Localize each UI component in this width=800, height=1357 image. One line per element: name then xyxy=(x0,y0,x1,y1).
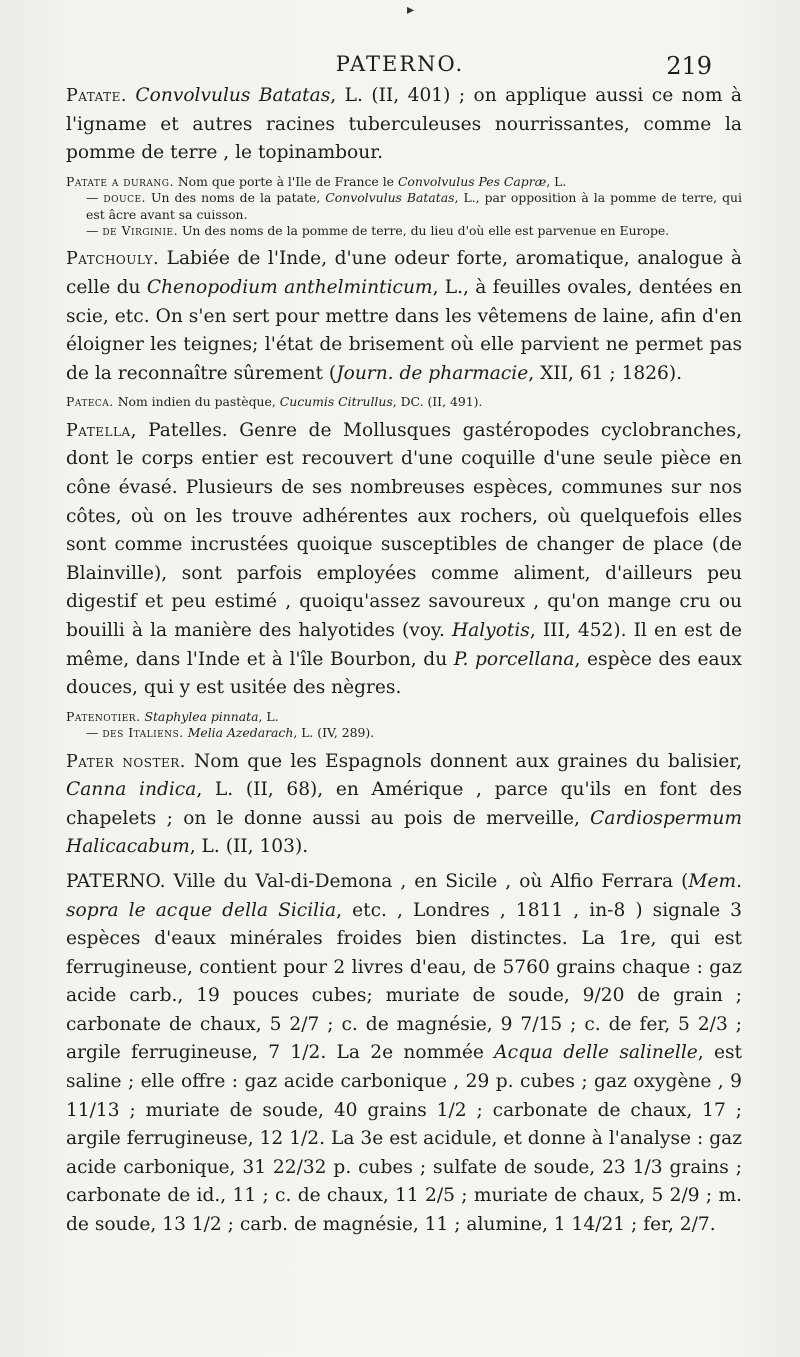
page-number: 219 xyxy=(666,52,712,80)
scientific-name: Cucumis Citrullus xyxy=(279,394,393,410)
top-mark: ▸ xyxy=(407,2,415,18)
entry-patella xyxy=(66,417,742,703)
entry-patchouly xyxy=(66,245,742,388)
entry-text: , L., par opposition à la pomme de terre, qui est âcre avant sa cuisson. xyxy=(86,190,742,222)
entry-patenotier-des-italiens xyxy=(66,725,742,741)
entry-headword: douce. xyxy=(103,190,146,206)
scientific-name: Chenopodium anthelminticum xyxy=(146,277,433,298)
entry-text: , espèce des eaux douces, qui y est usitée des nègres. xyxy=(66,648,742,699)
scientific-name: P. porcellana xyxy=(453,648,575,670)
scientific-name: Cardiospermum Halicacabum xyxy=(66,807,742,858)
entry-patenotier xyxy=(66,709,742,725)
entry-text: , est saline ; elle offre : gaz acide carbonique , 29 p. cubes ; gaz oxygène , 9 11/13 ; muriate de soude, 40 grains 1/2 ; carbonate de chaux, 17 ; argile ferrugineuse, 12 1/2. La 3e est acidule, et donne à l'analyse : gaz acide carbonique, 31 22/32 p. cubes ; sulfate de soude, 23 1/3 grains ; carbonate de id., 11 ; c. de chaux, 11 2/5 ; muriate de chaux, 5 2/9 ; m. de soude, 13 1/2 ; carb. de magnésie, 11 ; alumine, 1 14/21 ; fer, 2/7. xyxy=(66,1042,742,1236)
entry-text: , L. (II, 103). xyxy=(189,836,309,858)
entry-text: , etc. , Londres , 1811 , in-8 ) signale 3 espèces d'eaux minérales froides bien distinctes. La 1re, qui est ferrugineuse, contient pour 2 livres d'eau, de 5760 grains chaque : gaz acide carb., 19 pouces cubes; muriate de soude, 9/20 de grain ; carbonate de chaux, 5 2/7 ; c. de magnésie, 9 7/15 ; c. de fer, 5 2/3 ; argile ferrugineuse, 7 1/2. La 2e nommée xyxy=(66,899,742,1064)
entry-text: , L. xyxy=(546,173,567,189)
entry-text: Ville du Val-di-Demona , en Sicile , où Alfio Ferrara ( xyxy=(165,870,689,892)
entry-headword: de Virginie. xyxy=(102,223,179,238)
entry-text: Nom que porte à l'Ile de France le xyxy=(173,173,398,189)
entry-dash: — xyxy=(86,223,99,238)
entry-pater-noster xyxy=(66,748,742,862)
entry-headword: des Italiens. xyxy=(102,725,184,741)
entry-headword: Patella xyxy=(66,420,131,441)
entry-dash: — xyxy=(86,190,99,206)
entry-text: , L. xyxy=(258,708,279,724)
entry-headword: PATERNO. xyxy=(66,870,166,892)
page-header xyxy=(0,52,800,82)
entry-headword: Pateca. xyxy=(66,394,114,410)
entry-text: , DC. (II, 491). xyxy=(392,394,483,410)
entry-dash: — xyxy=(86,725,99,741)
entry-text: Un des noms de la pomme de terre, du lieu d'où elle est parvenue en Europe. xyxy=(178,223,670,238)
entry-text: , XII, 61 ; 1826). xyxy=(528,362,683,384)
entry-text: , Patelles. Genre de Mollusques gastéropodes cyclobranches, dont le corps entier est recouvert d'une coquille d'une seule pièce en cône évasé. Plusieurs de ses nombreuses espèces, communes sur nos côtes, où on les trouve adhérentes aux rochers, où quelquefois elles sont comme incrustées quoique susceptibles de changer de place (de Blainville), sont parfois employées comme aliment, d'ailleurs peu digestif et peu estimé , quoiqu'assez savoureux , qu'on mange cru ou bouilli à la manière des halyotides (voy. xyxy=(66,419,742,641)
reference-title: Halyotis xyxy=(451,619,530,641)
reference-title: Journ. de pharmacie xyxy=(336,362,529,384)
entry-patate xyxy=(66,82,742,168)
scientific-name: Melia Azedarach xyxy=(187,725,294,741)
entry-text: Nom indien du pastèque, xyxy=(113,394,280,410)
entry-patate-a-durang xyxy=(66,174,742,190)
entry-text: , L. (II, 401) ; on applique aussi ce nom à l'igname et autres racines tuberculeuses nourrissantes, comme la pomme de terre , le topinambour. xyxy=(66,85,742,164)
entry-headword: Patate a durang. xyxy=(66,173,174,189)
entry-text: Labiée de l'Inde, d'une odeur forte, aromatique, analogue à celle du xyxy=(66,248,742,298)
entry-text: , L., à feuilles ovales, dentées en scie, etc. On s'en sert pour mettre dans les vêtemens de laine, afin d'en éloigner les teignes; l'état de brisement où elle parvient ne permet pas de la reconnaître sûrement ( xyxy=(66,277,742,384)
scientific-name: Convolvulus Batatas xyxy=(135,85,331,106)
entry-pateca xyxy=(66,394,742,410)
entry-paterno xyxy=(66,868,742,1240)
page-body xyxy=(66,82,742,1240)
scientific-name: Staphylea pinnata xyxy=(144,708,259,724)
entry-headword: Pater noster. xyxy=(66,751,186,772)
entry-text: , L. (IV, 289). xyxy=(293,725,375,741)
scientific-name: Convolvulus Batatas xyxy=(325,190,455,206)
entry-text: , L. (II, 68), en Amérique , parce qu'ils en font des chapelets ; on le donne aussi au pois de merveille, xyxy=(66,779,743,829)
reference-title: Mem. sopra le acque della Sicilia xyxy=(66,870,742,921)
running-head: PATERNO. xyxy=(335,52,465,76)
entry-headword: Patchouly. xyxy=(66,249,160,270)
entry-text: Un des noms de la patate, xyxy=(146,190,326,206)
entry-headword: Patenotier. xyxy=(66,708,141,724)
entry-patate-douce xyxy=(66,190,742,223)
entry-text: , III, 452). Il en est de même, dans l'Inde et à l'île Bourbon, du xyxy=(66,619,742,670)
scientific-name: Convolvulus Pes Capræ xyxy=(397,173,547,189)
entry-text: Nom que les Espagnols donnent aux graines du balisier, xyxy=(185,750,742,772)
scientific-name: Canna indica xyxy=(66,779,197,801)
entry-headword: Patate. xyxy=(66,86,127,106)
entry-patate-de-virginie xyxy=(66,223,742,239)
reference-title: Acqua delle salinelle xyxy=(494,1042,698,1064)
